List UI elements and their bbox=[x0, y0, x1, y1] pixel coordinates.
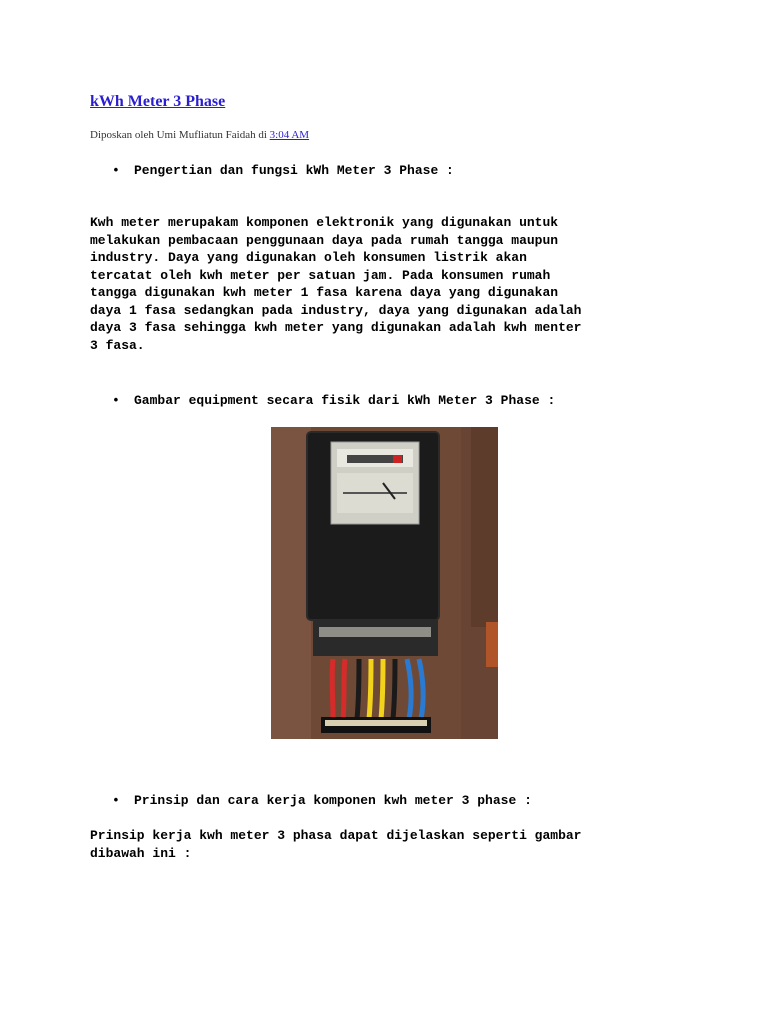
bullet-text: Prinsip dan cara kerja komponen kwh meter 3 phase : bbox=[134, 793, 532, 808]
bullet-item-definition bbox=[112, 162, 454, 180]
post-byline bbox=[90, 129, 309, 141]
kwh-meter-photo bbox=[271, 427, 498, 739]
paragraph-definition: Kwh meter merupakam komponen elektronik yang digunakan untuk melakukan pembacaan penggunaan daya pada rumah tangga maupun industry. Daya yang digunakan oleh konsumen listrik akan tercatat oleh kwh meter per satuan jam. Pada konsumen rumah tangga digunakan kwh meter 1 fasa karena daya yang digunakan daya 1 fasa sedangkan pada industry, daya yang digunakan adalah daya 3 fasa sehingga kwh meter yang digunakan adalah kwh menter 3 fasa. bbox=[90, 215, 582, 353]
bullet-text: Gambar equipment secara fisik dari kWh Meter 3 Phase : bbox=[134, 393, 556, 408]
bullet-dot: • bbox=[112, 393, 120, 408]
byline-text: Diposkan oleh Umi Mufliatun Faidah di bbox=[90, 129, 270, 141]
bullet-text: Pengertian dan fungsi kWh Meter 3 Phase : bbox=[134, 163, 454, 178]
bullet-item-equipment bbox=[112, 392, 555, 410]
post-time-link[interactable]: 3:04 AM bbox=[269, 129, 310, 141]
bullet-item-principle bbox=[112, 792, 532, 810]
paragraph-principle: Prinsip kerja kwh meter 3 phasa dapat dijelaskan seperti gambar dibawah ini : bbox=[90, 828, 582, 861]
post-title[interactable]: kWh Meter 3 Phase bbox=[90, 93, 226, 110]
bullet-dot: • bbox=[112, 163, 120, 178]
bullet-dot: • bbox=[112, 793, 120, 808]
